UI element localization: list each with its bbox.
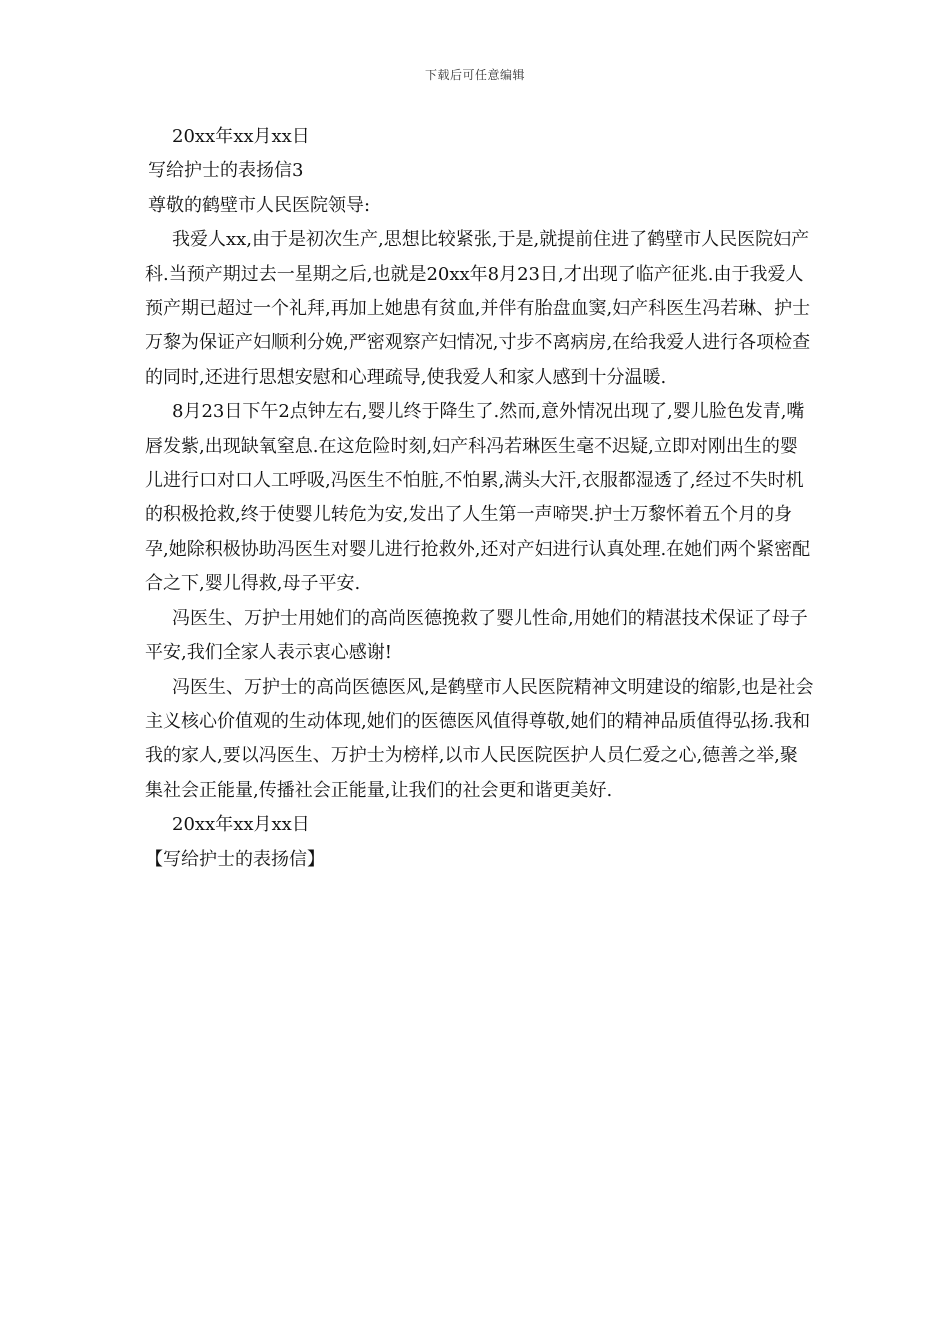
letter-title: 写给护士的表扬信3 (148, 160, 304, 182)
paragraph-3: 冯医生、万护士用她们的高尚医德挽救了婴儿性命,用她们的精湛技术保证了母子平安,我们全家人表示衷心感谢! (145, 607, 808, 664)
bottom-date: 20xx年xx月xx日 (172, 814, 310, 836)
salutation: 尊敬的鹤壁市人民医院领导: (148, 194, 371, 216)
paragraph-2: 8月23日下午2点钟左右,婴儿终于降生了.然而,意外情况出现了,婴儿脸色发青,嘴唇发紫,出现缺氧窒息.在这危险时刻,妇产科冯若琳医生毫不迟疑,立即对刚出生的婴儿进行口对口人工呼吸,冯医生不怕脏,不怕累,满头大汗,衣服都湿透了,经过不失时机的积极抢救,终于使婴儿转危为安,发出了人生第一声啼哭.护士万黎怀着五个月的身孕,她除积极协助冯医生对婴儿进行抢救外,还对产妇进行认真处理.在她们两个紧密配合之下,婴儿得救,母子平安. (145, 401, 811, 595)
header-note: 下载后可任意编辑 (424, 68, 525, 82)
footer-title: 【写给护士的表扬信】 (145, 848, 325, 870)
document-body (145, 120, 815, 877)
paragraph-4: 冯医生、万护士的高尚医德医风,是鹤壁市人民医院精神文明建设的缩影,也是社会主义核心价值观的生动体现,她们的医德医风值得尊敬,她们的精神品质值得弘扬.我和我的家人,要以冯医生、万护士为榜样,以市人民医院医护人员仁爱之心,德善之举,聚集社会正能量,传播社会正能量,让我们的社会更和谐更美好. (145, 676, 814, 801)
top-date: 20xx年xx月xx日 (172, 126, 310, 147)
paragraph-1: 我爱人xx,由于是初次生产,思想比较紧张,于是,就提前住进了鹤壁市人民医院妇产科.当预产期过去一星期之后,也就是20xx年8月23日,才出现了临产征兆.由于我爱人预产期已超过一个礼拜,再加上她患有贫血,并伴有胎盘血窦,妇产科医生冯若琳、护士万黎为保证产妇顺利分娩,严密观察产妇情况,寸步不离病房,在给我爱人进行各项检查的同时,还进行思想安慰和心理疏导,使我爱人和家人感到十分温暖. (145, 229, 811, 388)
